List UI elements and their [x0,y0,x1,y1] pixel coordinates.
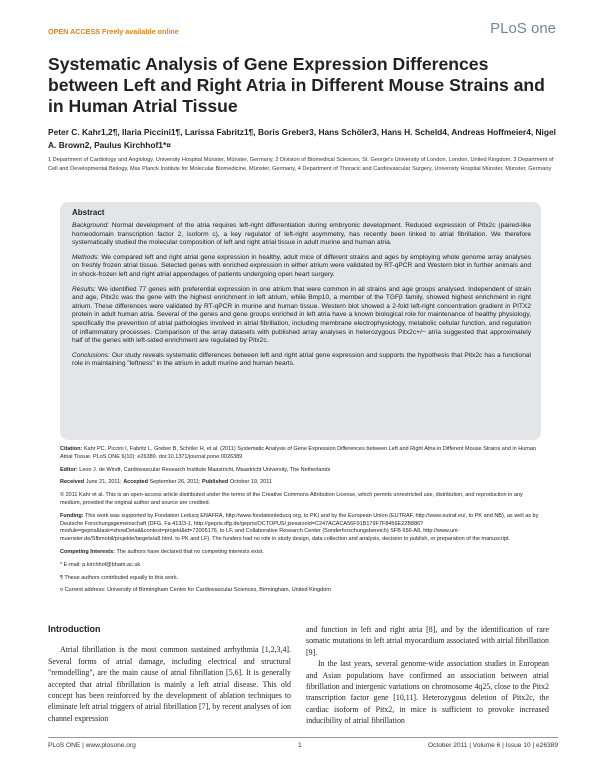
body-column-right [306,624,549,727]
intro-paragraph: In the last years, several genome-wide association studies in European and Asian populations have confirmed an association between atrial fibrillation and intergenic variations on chromosome 4q25, close to the Pitx2 transcription factor gene [10,11]. Heterozygous deletion of Pitx2c, the cardiac isoform of Pitx2, in mice is sufficient to provoke increased inducibility of atrial fibrillation [306,659,549,726]
accepted-label: Accepted [123,479,148,486]
footer-issue: October 2011 | Volume 6 | Issue 10 | e26389 [427,742,558,749]
citation-text: Kahr PC, Piccini I, Fabritz L, Greber B, Schöler H, et al. (2011) Systematic Analysis of Gene Expression Differences between Left and Right Atria in Different Mouse Strains and in Human Atrial Tissue. PLoS ONE 6(10): e26389. doi:10.1371/journal.pone.0026389 [60,446,536,460]
footer-journal: PLoS ONE | www.plosone.org [48,742,136,749]
affiliations: 1 Department of Cardiology and Angiology, University Hospital Münster, Münster, Germany, 2 Division of Biomedical Sciences, St. George's University of London, London, United Kingdom, 3 Department of Cell and Developmental Biology, Max Planck Institute for Molecular Biomedicine, Münster, Germany, 4 Department of Thoracic and Cardiovascular Surgery, University Hospital Münster, Münster, Germany [48,157,554,172]
methods-label: Methods: [72,253,100,261]
funding-text: This work was supported by Fondation Leducq ENAFRA, http://www.fondationleducq.org, to PK) and by the European Union (EUTRAF, http://www.eutraf.eu/, to PK and NB), as well as by Deutsche Forschungsgemeinschaft (DFG, Fa 413/3-1, http://gepris.dfg.de/gepris/OCTOPUS/;jsessionid=C247ACACA56F91B179F7F8456E22B886?module=gepris&task=showDetail&context=projekt&id=72005176, to LF, and Collaborative Research Center (Sonderforschungsbereich) SFB 656-A8, http://www.uni-muenster.de/Sfbmobil/projekte/targets/a8.html, to PK and LF). The funders had no role in study design, data collection and analysis, decision to publish, or preparation of the manuscript. [60,512,539,543]
page-number: 1 [298,742,302,749]
conclusions-text: Our study reveals systematic differences between left and right atrial gene expression and supports the hypothesis that Pitx2c has a functional role in maintaining "leftness" in the atrium in adult murine and human hearts. [72,351,531,368]
abstract-methods [72,254,531,280]
accepted-date: September 26, 2011; [149,479,201,486]
editor-text: Leon J. de Windt, Cardiovascular Research Institute Maastricht, Maastricht University, The Netherlands [79,466,331,473]
abstract-conclusions [72,352,531,369]
background-text: Normal development of the atria requires left-right differentiation during embryonic development. Reduced expression of Pitx2c (paired-like homeodomain transcription factor 2, isoform c), a key regulator of left-right asymmetry, has recently been linked to atrial fibrillation. We therefore systematically studied the molecular composition of left and right atrial tissue in adult murine and human atria. [72,222,531,247]
intro-paragraph: Atrial fibrillation is the most common sustained arrhythmia [1,2,3,4]. Several forms of atrial damage, including electrical and structural "remodelling", are the main cause of atrial fibrillation [5,6]. It is generally accepted that atrial fibrillation is mainly a left atrial disease. This old concept has been reinforced by the development of ablation techniques to eliminate left atrial triggers of atrial fibrillation [7], by recent analyses of ion channel expression [48,645,291,723]
journal-logo-text: PLoS one [490,20,556,37]
funding-label: Funding: [60,512,84,519]
article-title: Systematic Analysis of Gene Expression Differences between Left and Right Atria in Different Mouse Strains and in Human Atrial Tissue [48,54,545,116]
current-address: ¤ Current address: University of Birmingham Centre for Cardiovascular Sciences, Birmingham, United Kingdom [60,587,331,594]
body-column-left [48,624,291,724]
results-text: We identified 77 genes with preferential expression in one atrium that were common in all strains and age groups analysed. Independent of strain and age, Pitx2c was the gene with the highest enrichment in left atrium, while Bmp10, a member of the TGFβ family, showed highest enrichment in right atrium. These differences were validated by RT-qPCR in murine and human tissue. Western blot showed a 2-fold left-right concentration gradient in PITX2 protein in adult human atria. Several of the genes and gene groups enriched in left atria have a known biological role for maintenance of healthy physiology, specifically the prevention of atrial pathologies involved in atrial fibrillation, including membrane electrophysiology, metabolic cellular function, and regulation of inflammatory processes. Comparison of the array datasets with published array analyses in heterozygous Pitx2c+/− atria suggested that approximately half of the genes with left-sided enrichment are regulated by Pitx2c. [72,285,531,345]
intro-paragraph: and function in left and right atria [8], and by the identification of rare somatic mutations in left atrial myocardium associated with atrial fibrillation [9]. [306,625,549,657]
equal-contribution: ¶ These authors contributed equally to this work. [60,574,179,581]
results-label: Results: [72,285,96,293]
background-label: Background: [72,222,110,229]
citation [60,446,541,462]
copyright: © 2011 Kahr et al. This is an open-access article distributed under the terms of the Creative Commons Attribution License, which permits unrestricted use, distribution, and reproduction in any medium, provided the original author and source are credited. [60,492,523,506]
received-date: June 21, 2011; [85,479,122,486]
corresponding-email: * E-mail: p.kirchhof@bham.ac.uk [60,561,141,568]
methods-text: We compared left and right atrial gene expression in healthy, adult mice of different strains and ages by employing whole genome array analyses on freshly frozen atrial tissue. Selected genes with enriched expression in either atrium were validated by RT-qPCR and Western blot in further animals and in shock-frozen left and right atrial appendages of patients undergoing open heart surgery. [72,253,531,278]
abstract-heading: Abstract [72,208,105,217]
received-label: Received [60,479,85,486]
introduction-heading: Introduction [48,624,101,634]
abstract-results [72,286,531,346]
page-footer [48,737,558,749]
journal-logo [490,20,556,37]
competing-text: The authors have declared that no competing interests exist. [116,548,264,555]
abstract-box [60,202,541,440]
competing-label: Competing Interests: [60,548,116,555]
abstract-background [72,222,531,248]
open-access-label: OPEN ACCESS Freely available online [48,27,179,36]
citation-label: Citation: [60,446,83,452]
conclusions-label: Conclusions: [72,351,110,359]
editor-label: Editor: [60,466,78,473]
published-date: October 19, 2011 [229,479,272,486]
dates [60,479,541,487]
funding [60,513,541,544]
open-access-banner [48,27,179,36]
article-metadata [60,446,541,600]
published-label: Published [202,479,229,486]
competing-interests [60,549,541,557]
editor [60,467,541,475]
author-list: Peter C. Kahr1,2¶, Ilaria Piccini1¶, Larissa Fabritz1¶, Boris Greber3, Hans Schöler3, Hans H. Scheld4, Andreas Hoffmeier4, Nigel A. Brown2, Paulus Kirchhof1*¤ [48,127,556,150]
